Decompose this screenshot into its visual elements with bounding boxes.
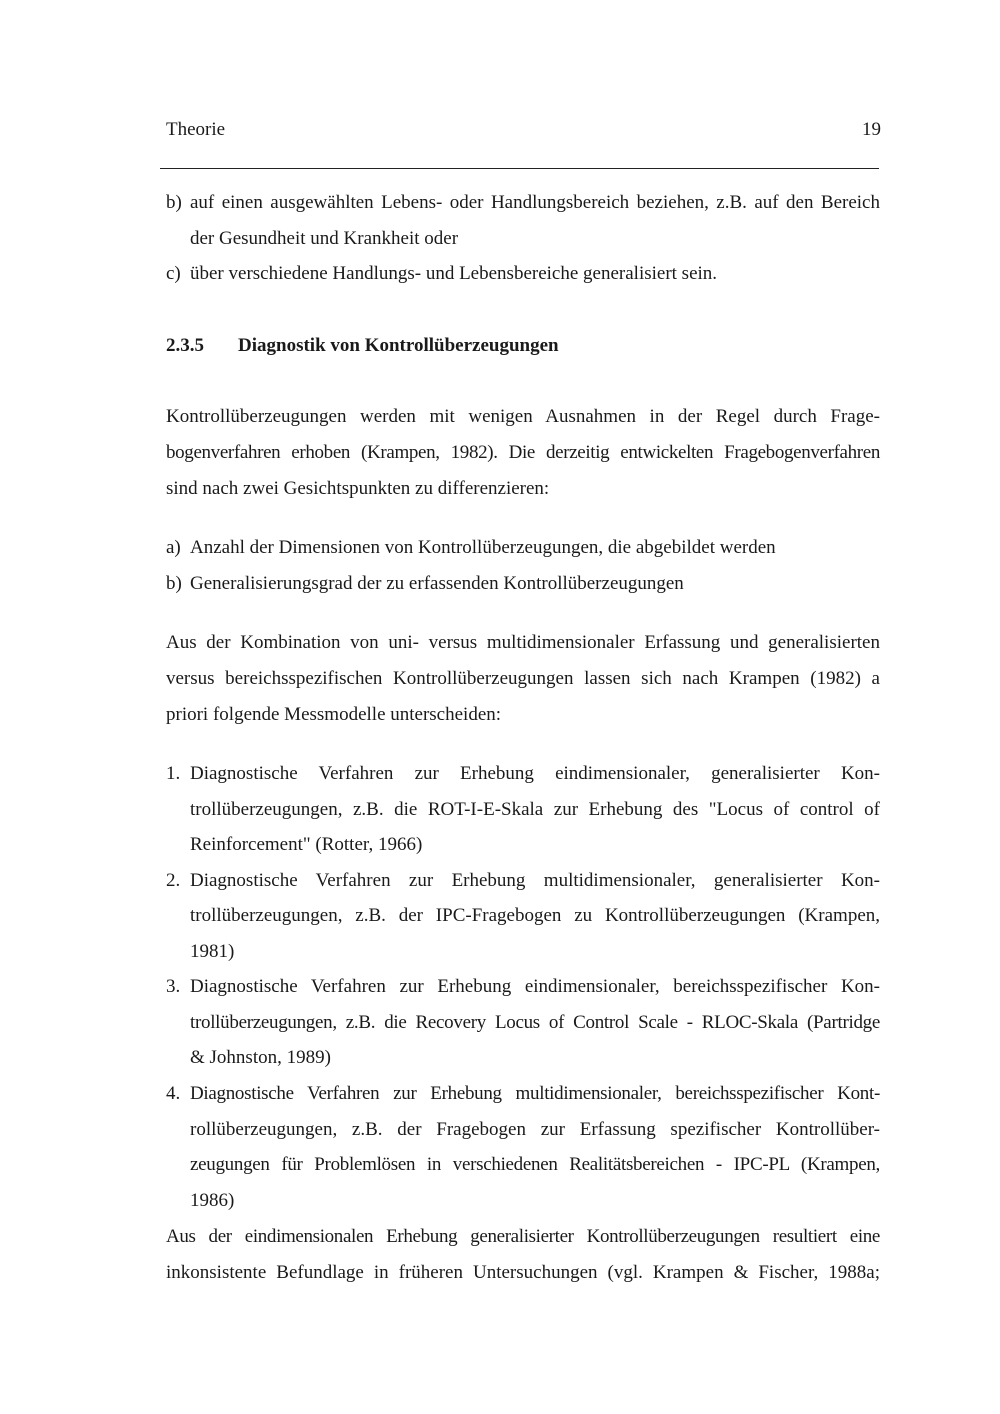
list-item-line: auf einen ausgewählten Lebens- oder Handlungsbereich beziehen, z.B. auf den Bereich (190, 192, 880, 213)
list-item-text: Anzahl der Dimensionen von Kontrollüberzeugungen, die abgebildet werden (190, 537, 776, 558)
paragraph-line: Aus der Kombination von uni- versus multidimensionaler Erfassung und generalisierten (166, 632, 880, 653)
section-title: Diagnostik von Kontrollüberzeugungen (238, 335, 559, 356)
header-divider (160, 168, 879, 169)
list-label: 3. (166, 976, 181, 997)
section-number: 2.3.5 (166, 335, 204, 356)
list-item-line: Diagnostische Verfahren zur Erhebung multidimensionaler, generalisierter Kon- (190, 870, 880, 891)
list-label: b) (166, 573, 182, 594)
list-label: 2. (166, 870, 181, 891)
list-item-line: der Gesundheit und Krankheit oder (190, 228, 459, 249)
paragraph-line: versus bereichsspezifischen Kontrollüberzeugungen lassen sich nach Krampen (1982) a (166, 668, 880, 689)
list-item-line: 1981) (190, 941, 235, 962)
list-item-line: Diagnostische Verfahren zur Erhebung multidimensionaler, bereichsspezifischer Kont- (190, 1083, 880, 1104)
list-label: a) (166, 537, 181, 558)
list-item-line: trollüberzeugungen, z.B. der IPC-Fragebogen zu Kontrollüberzeugungen (Krampen, (190, 905, 880, 926)
list-label: 1. (166, 763, 181, 784)
list-item-text: Generalisierungsgrad der zu erfassenden Kontrollüberzeugungen (190, 573, 684, 594)
page-number: 19 (862, 119, 881, 140)
list-item-line: Diagnostische Verfahren zur Erhebung eindimensionaler, generalisierter Kon- (190, 763, 880, 784)
list-item-line: über verschiedene Handlungs- und Lebensbereiche generalisiert sein. (190, 263, 718, 284)
list-label: c) (166, 263, 181, 284)
paragraph-line: Kontrollüberzeugungen werden mit wenigen Ausnahmen in der Regel durch Frage- (166, 406, 880, 427)
list-item-line: rollüberzeugungen, z.B. der Fragebogen zur Erfassung spezifischer Kontrollüber- (190, 1119, 880, 1140)
list-label: 4. (166, 1083, 181, 1104)
paragraph-line: priori folgende Messmodelle unterscheiden: (166, 704, 502, 725)
list-item-line: 1986) (190, 1190, 235, 1211)
list-item-line: zeugungen für Problemlösen in verschiedenen Realitätsbereichen - IPC-PL (Krampen, (190, 1154, 880, 1175)
paragraph-line: sind nach zwei Gesichtspunkten zu differenzieren: (166, 478, 550, 499)
paragraph-line: Aus der eindimensionalen Erhebung generalisierter Kontrollüberzeugungen resultiert eine (166, 1226, 880, 1247)
paragraph-line: inkonsistente Befundlage in früheren Untersuchungen (vgl. Krampen & Fischer, 1988a; (166, 1262, 880, 1283)
list-item-line: Reinforcement" (Rotter, 1966) (190, 834, 423, 855)
list-item-line: trollüberzeugungen, z.B. die Recovery Locus of Control Scale - RLOC-Skala (Partridge (190, 1012, 880, 1033)
list-item-line: & Johnston, 1989) (190, 1047, 331, 1068)
list-item-line: trollüberzeugungen, z.B. die ROT-I-E-Skala zur Erhebung des "Locus of control of (190, 799, 880, 820)
list-item-line: Diagnostische Verfahren zur Erhebung eindimensionaler, bereichsspezifischer Kon- (190, 976, 880, 997)
running-header-title: Theorie (166, 119, 226, 140)
list-label: b) (166, 192, 182, 213)
paragraph-line: bogenverfahren erhoben (Krampen, 1982). Die derzeitig entwickelten Fragebogenverfahren (166, 442, 880, 463)
